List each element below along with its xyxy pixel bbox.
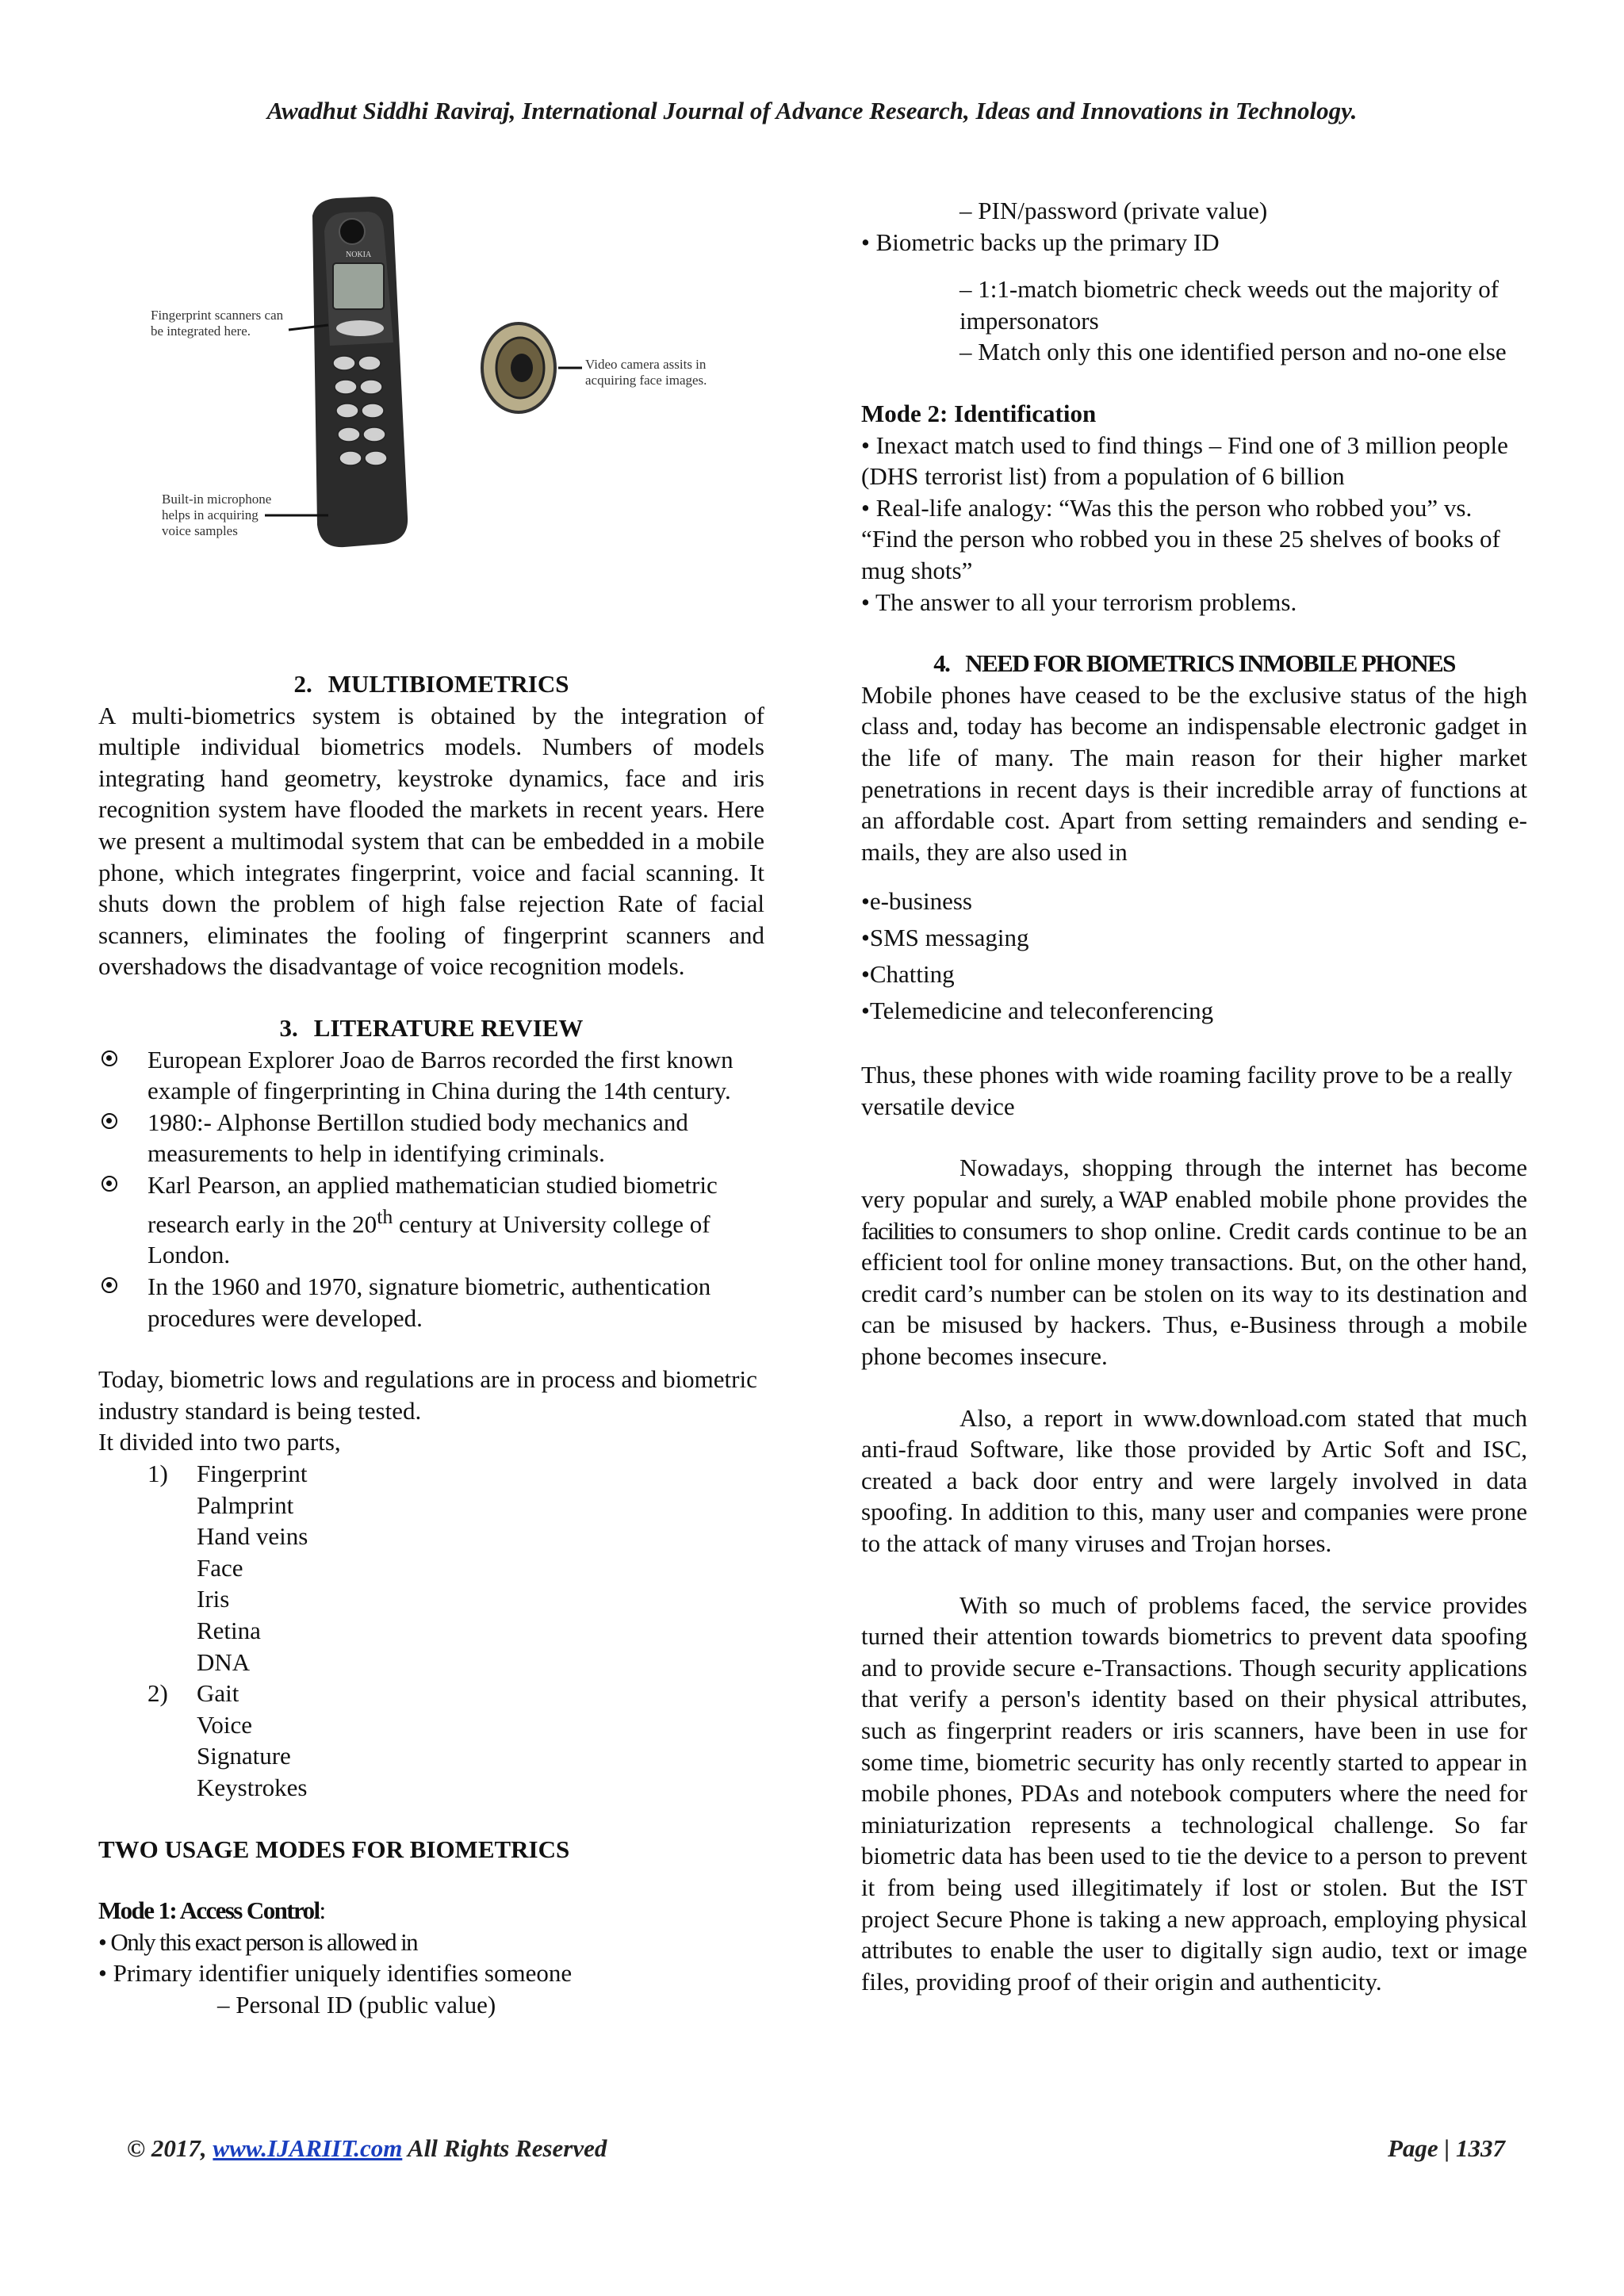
mode-1-continued-line: – PIN/password (private value) [959, 197, 1268, 224]
left-column [98, 184, 764, 2020]
bullet-icon [102, 1050, 117, 1066]
list-item: In the 1960 and 1970, signature biometric, authentication procedures were developed. [98, 1271, 764, 1334]
bullet-icon [102, 1176, 117, 1192]
fingerprint-scanner-label: Fingerprint scanners can be integrated here. [151, 308, 284, 339]
running-header: Awadhut Siddhi Raviraj, International Journal of Advance Research, Ideas and Innovations in Technology. [266, 97, 1358, 124]
phone-figure [98, 184, 764, 572]
mode-1-continued-line: – Match only this one identified person and no-one else [959, 338, 1507, 366]
today-text: Today, biometric lows and regulations are in process and biometric industry standard is being tested. [98, 1365, 757, 1425]
list-item: Karl Pearson, an applied mathematician studied biometric research early in the 20th century at University college of London. [98, 1169, 764, 1271]
mode-1-continued-line: – 1:1-match biometric check weeds out the majority of impersonators [959, 275, 1500, 335]
bullet-icon [102, 1113, 117, 1129]
mode-2-line: • Real-life analogy: “Was this the person who robbed you” vs. “Find the person who robbed you in these 25 shelves of books of mug shots” [861, 493, 1500, 584]
site-link[interactable]: www.IJARIIT.com [213, 2134, 403, 2162]
right-column [861, 195, 1527, 1997]
mode-1-continued-line: • Biometric backs up the primary ID [861, 228, 1220, 256]
part-1-list: 1) Fingerprint Palmprint Hand veins Face Iris Retina DNA [147, 1459, 308, 1676]
mode-1-line: • Only this exact person is allowed in [98, 1927, 418, 1956]
mode-1-line: • Primary identifier uniquely identifies someone [98, 1959, 573, 1988]
part-2-list: 2) Gait Voice Signature Keystrokes [147, 1679, 308, 1801]
list-item: •SMS messaging [861, 924, 1029, 952]
section-2-heading: 2. MULTIBIOMETRICS [293, 670, 569, 698]
literature-list [98, 1044, 764, 1334]
section-3-heading: 3. LITERATURE REVIEW [279, 1013, 584, 1042]
video-camera-label: Video camera assits in acquiring face images. [585, 357, 707, 388]
footer-copyright: © 2017, www.IJARIIT.com All Rights Reserved [127, 2134, 607, 2162]
versatile-text: Thus, these phones with wide roaming facility prove to be a really versatile device [861, 1061, 1513, 1120]
section-4-heading: 4. NEED FOR BIOMETRICS INMOBILE PHONES [933, 649, 1455, 678]
phone-brand-text: NOKIA [346, 251, 372, 259]
bullet-icon [102, 1277, 117, 1293]
section-2-body: A multi-biometrics system is obtained by the integration of multiple individual biometrics models. Numbers of models integrating hand geometry, keystroke dynamics, face and iris recognition system have flooded the markets in recent years. Here we present a multimodal system that can be embedded in a mobile phone, which integrates fingerprint, voice and facial scanning. It shuts down the problem of high false rejection Rate of facial scanners, eliminates the fooling of fingerprint scanners and overshadows the disadvantage of voice recognition models. [98, 701, 764, 981]
microphone-label: Built-in microphone helps in acquiring voice samples [162, 492, 272, 538]
report-paragraph: Also, a report in www.download.com stated that much anti-fraud Software, like those provided by Artic Soft and ISC, created a back door entry and were largely involved in data spoofing. In addition to this, many user and companies were prone to the attack of many viruses and Trojan horses. [861, 1403, 1527, 1557]
mode-2-heading: Mode 2: Identification [861, 399, 1097, 427]
section-4-intro: Mobile phones have ceased to be the exclusive status of the high class and, today has become an indispensable electronic gadget in the life of many. The main reason for their higher market penetrations in recent days is their incredible array of functions at an affordable cost. Apart from setting remainders and sending e-mails, they are also used in [861, 680, 1527, 866]
list-item: •Chatting [861, 960, 955, 989]
uses-list [861, 883, 1527, 1029]
usage-modes-heading: TWO USAGE MODES FOR BIOMETRICS [98, 1835, 570, 1863]
mode-2-line: • The answer to all your terrorism problems. [861, 587, 1297, 616]
mode-2-line: • Inexact match used to find things – Find one of 3 million people (DHS terrorist list) from a population of 6 billion [861, 430, 1508, 491]
service-paragraph: With so much of problems faced, the service provides turned their attention towards biometrics to prevent data spoofing and to provide secure e-Transactions. Though security applications that verify a person's identity based on their physical attributes, such as fingerprint readers or iris scanners, have been in use for some time, biometric security has only recently started to appear in mobile phones, PDAs and notebook computers where the need for miniaturization represents a technological challenge. So far biometric data has been used to tie the device to a person to prevent it from being used illegitimately if lost or stolen. But the IST project Secure Phone is taking a new approach, employing physical attributes to enable the user to digitally sign audio, text or image files, providing proof of their origin and authenticity. [861, 1590, 1527, 1996]
list-item: 1980:- Alphonse Bertillon studied body mechanics and measurements to help in identifying criminals. [98, 1107, 764, 1169]
list-item: •Telemedicine and teleconferencing [861, 997, 1214, 1025]
mode-1-line: – Personal ID (public value) [217, 1990, 496, 2019]
divided-text: It divided into two parts, [98, 1428, 341, 1456]
page-number: Page | 1337 [1387, 2134, 1505, 2162]
list-item: •e-business [861, 887, 972, 916]
list-item: European Explorer Joao de Barros recorded the first known example of fingerprinting in China during the 14th century. [98, 1044, 764, 1107]
mode-1-heading: Mode 1: Access Control: [98, 1896, 327, 1925]
shopping-paragraph: Nowadays, shopping through the internet has become very popular and surely, a WAP enabled mobile phone provides the facilities to consumers to shop online. Credit cards continue to be an efficient tool for online money transactions. But, on the other hand, credit card’s number can be stolen on its way to its destination and can be misused by hackers. Thus, e-Business through a mobile phone becomes insecure. [861, 1154, 1528, 1371]
